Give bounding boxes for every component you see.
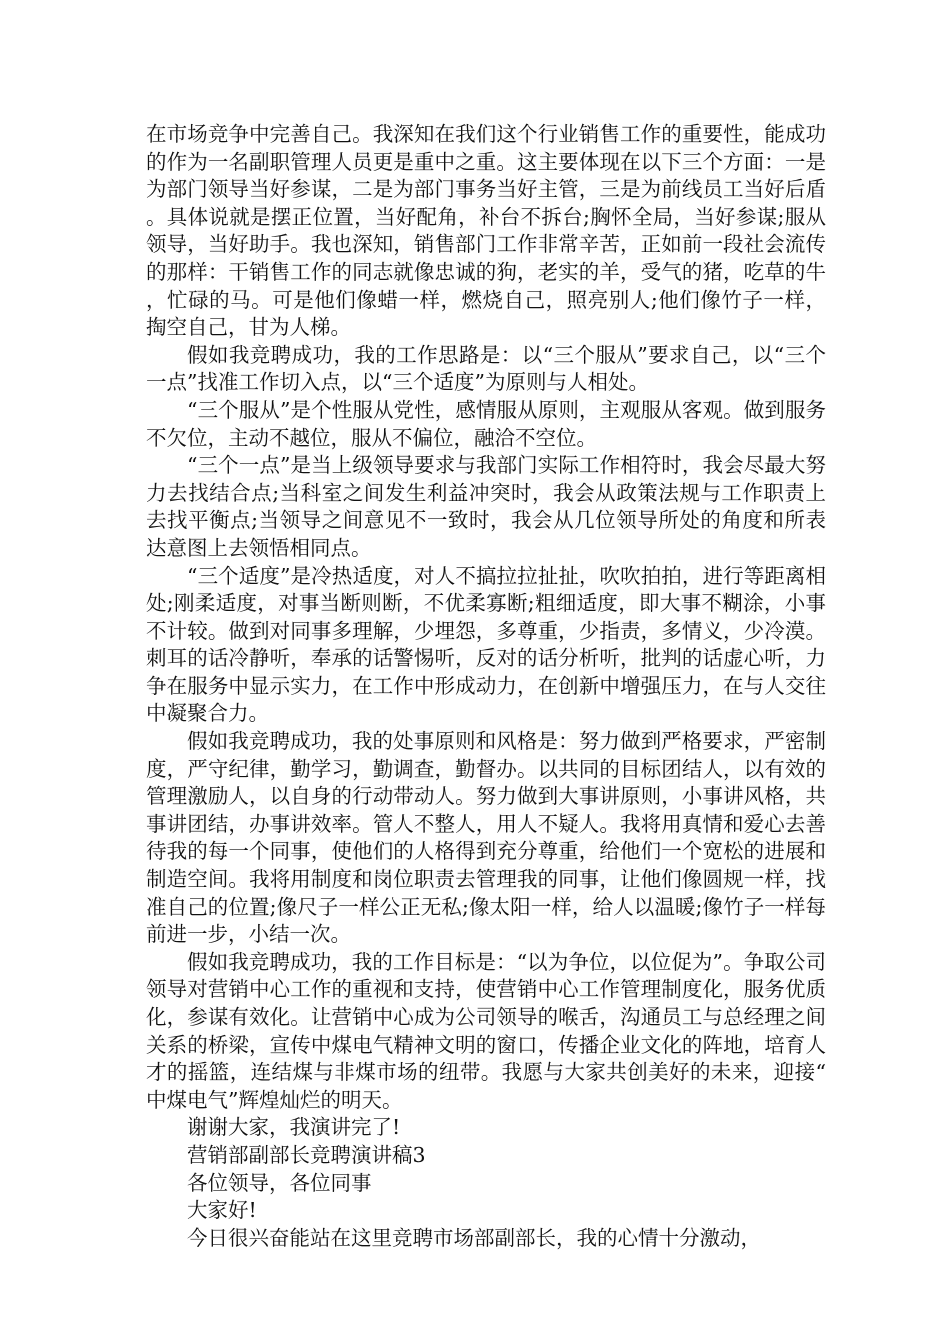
- paragraph-principles-style: 假如我竞聘成功，我的处事原则和风格是：努力做到严格要求，严密制度，严守纪律，勤学习，勤调查，勤督办。以共同的目标团结人，以有效的管理激励人，以自身的行动带动人。努力做到大事讲原则，小事讲风格，共事讲团结，办事讲效率。管人不整人，用人不疑人。我将用真情和爱心去善待我的每一个同事，使他们的人格得到充分尊重，给他们一个宽松的进展和制造空间。我将用制度和岗位职责去管理我的同事，让他们像圆规一样，找准自己的位置;像尺子一样公正无私;像太阳一样，给人以温暖;像竹子一样每前进一步，小结一次。: [146, 729, 826, 947]
- paragraph-opening: 今日很兴奋能站在这里竞聘市场部副部长，我的心情十分激动，: [187, 1225, 761, 1250]
- document-body: [146, 121, 826, 1252]
- paragraph-three-obey: “三个服从”是个性服从党性，感情服从原则，主观服从客观。做到服务不欠位，主动不越位，服从不偏位，融洽不空位。: [146, 397, 826, 450]
- paragraph-work-approach: 假如我竞聘成功，我的工作思路是：以“三个服从”要求自己，以“三个一点”找准工作切入点，以“三个适度”为原则与人相处。: [146, 342, 826, 395]
- paragraph-three-points: “三个一点”是当上级领导要求与我部门实际工作相符时，我会尽最大努力去找结合点;当科室之间发生利益冲突时，我会从政策法规与工作职责上去找平衡点;当领导之间意见不一致时，我会从几位领导所处的角度和所表达意图上去领悟相同点。: [146, 453, 826, 560]
- salutation: 各位领导，各位同事: [187, 1170, 372, 1195]
- paragraph-three-moderation: “三个适度”是冷热适度，对人不搞拉拉扯扯，吹吹拍拍，进行等距离相处;刚柔适度，对事当断则断，不优柔寡断;粗细适度，即大事不糊涂，小事不计较。做到对同事多理解，少埋怨，多尊重，少指责，多情义，少冷漠。刺耳的话冷静听，奉承的话警惕听，反对的话分析听，批判的话虚心听，力争在服务中显示实力，在工作中形成动力，在创新中增强压力，在与人交往中凝聚合力。: [146, 563, 826, 726]
- paragraph-intro: 在市场竞争中完善自己。我深知在我们这个行业销售工作的重要性，能成功的作为一名副职管理人员更是重中之重。这主要体现在以下三个方面：一是为部门领导当好参谋，二是为部门事务当好主管，三是为前线员工当好后盾。具体说就是摆正位置，当好配角，补台不拆台;胸怀全局，当好参谋;服从领导，当好助手。我也深知，销售部门工作非常辛苦，正如前一段社会流传的那样：干销售工作的同志就像忠诚的狗，老实的羊，受气的猪，吃草的牛，忙碌的马。可是他们像蜡一样，燃烧自己，照亮别人;他们像竹子一样，掏空自己，甘为人梯。: [146, 122, 826, 340]
- paragraph-thanks: 谢谢大家，我演讲完了!: [187, 1115, 401, 1140]
- greeting: 大家好!: [187, 1198, 257, 1223]
- paragraph-work-goals: 假如我竞聘成功，我的工作目标是：“以为争位，以位促为”。争取公司领导对营销中心工作的重视和支持，使营销中心工作管理制度化，服务优质化，参谋有效化。让营销中心成为公司领导的喉舌，沟通员工与总经理之间关系的桥梁，宣传中煤电气精神文明的窗口，传播企业文化的阵地，培育人才的摇篮，连结煤与非煤市场的纽带。我愿与大家共创美好的未来，迎接“中煤电气”辉煌灿烂的明天。: [146, 949, 826, 1112]
- section-title: 营销部副部长竞聘演讲稿3: [187, 1142, 426, 1167]
